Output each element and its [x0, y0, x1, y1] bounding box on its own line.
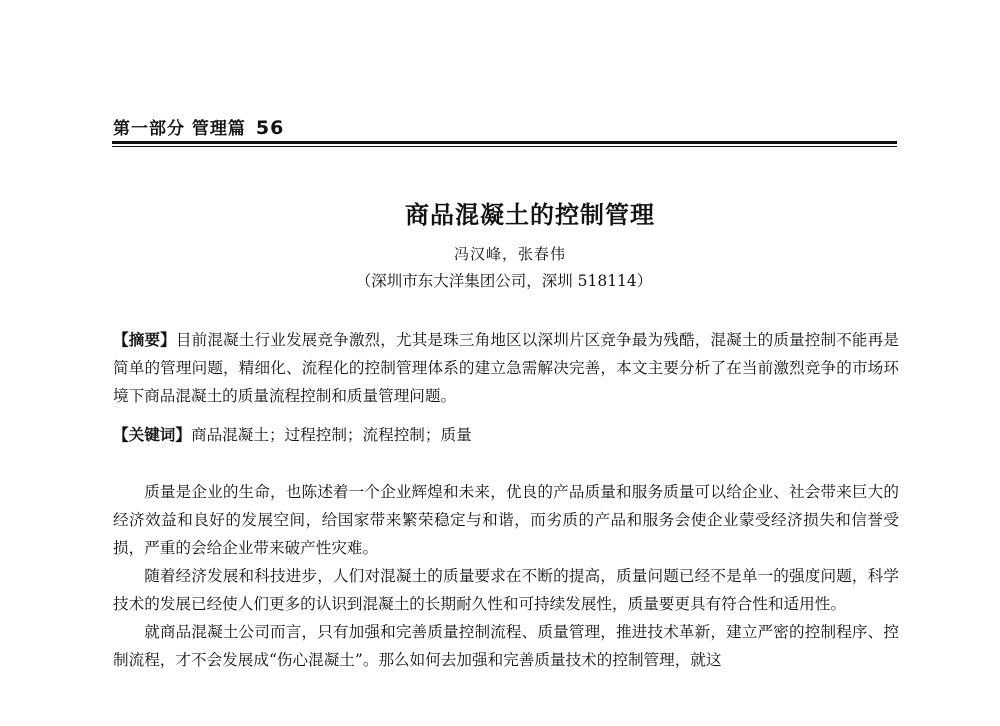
header-rule-thick: [112, 141, 897, 144]
abstract-text: 目前混凝土行业发展竞争激烈，尤其是珠三角地区以深圳片区竞争最为残酷，混凝土的质量控制不能再是简单的管理问题，精细化、流程化的控制管理体系的建立急需解决完善，本文主要分析了在当前激烈竞争的市场环境下商品混凝土的质量流程控制和质量管理问题。: [113, 331, 899, 405]
body-paragraph-2: 随着经济发展和科技进步，人们对混凝土的质量要求在不断的提高，质量问题已经不是单一的强度问题，科学技术的发展已经使人们更多的认识到混凝土的长期耐久性和可持续发展性，质量要更具有符合性和适用性。: [113, 567, 899, 613]
article-affiliation: （深圳市东大洋集团公司，深圳 518114）: [355, 272, 653, 290]
body-paragraph-3: 就商品混凝土公司而言，只有加强和完善质量控制流程、质量管理，推进技术革新，建立严密的控制程序、控制流程，才不会发展成“伤心混凝土”。那么如何去加强和完善质量技术的控制管理，就这: [113, 623, 899, 669]
keywords-text: 商品混凝土；过程控制；流程控制；质量: [190, 426, 472, 444]
page-number: 56: [255, 117, 285, 139]
abstract-label: 【摘要】: [113, 330, 176, 349]
article-title: 商品混凝土的控制管理: [405, 200, 655, 229]
header-section: 第一部分 管理篇: [113, 119, 246, 139]
running-header: [113, 114, 893, 139]
header-rule-thin: [112, 146, 897, 147]
article-authors: 冯汉峰，张春伟: [453, 245, 566, 263]
body-paragraph-1: 质量是企业的生命，也陈述着一个企业辉煌和未来，优良的产品质量和服务质量可以给企业、社会带来巨大的经济效益和良好的发展空间，给国家带来繁荣稳定与和谐，而劣质的产品和服务会使企业蒙受经济损失和信誉受损，严重的会给企业带来破产性灾难。: [113, 483, 899, 557]
article-body: [113, 478, 899, 674]
abstract: [113, 326, 899, 410]
keywords: [113, 423, 899, 447]
keywords-label: 【关键词】: [113, 425, 191, 444]
